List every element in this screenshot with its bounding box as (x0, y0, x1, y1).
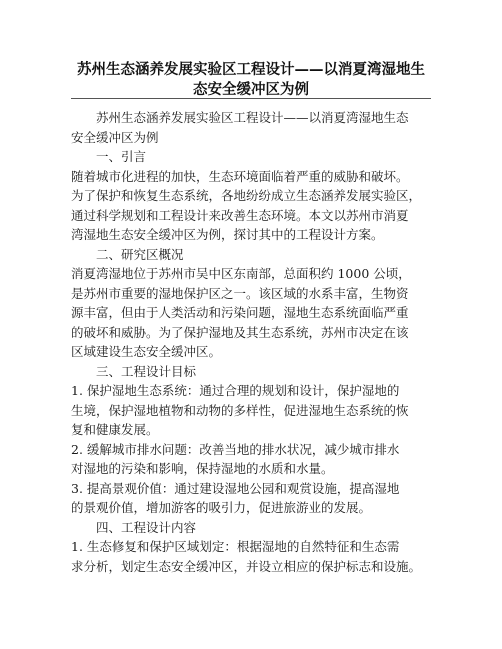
body-line: 1. 生态修复和保护区域划定：根据湿地的自然特征和生态需 (71, 539, 400, 554)
body-line: 三、工程设计目标 (96, 363, 197, 379)
body-line: 求分析，划定生态安全缓冲区，并设立相应的保护标志和设施。 (71, 558, 422, 574)
body-line: 四、工程设计内容 (96, 519, 197, 535)
body-line: 随着城市化进程的加快，生态环境面临着严重的威胁和破坏。 (71, 168, 409, 184)
body-line: 消夏湾湿地位于苏州市吴中区东南部，总面积约 1000 公顷， (71, 266, 411, 281)
body-line: 对湿地的污染和影响，保持湿地的水质和水量。 (71, 461, 334, 476)
body-line: 的景观价值，增加游客的吸引力，促进旅游业的发展。 (71, 500, 372, 515)
body-line: 一、引言 (96, 149, 147, 164)
document-title (40, 60, 462, 100)
document-body (71, 108, 431, 576)
body-line: 区域建设生态安全缓冲区。 (71, 344, 222, 359)
body-line: 安全缓冲区为例 (71, 129, 159, 145)
body-line: 1. 保护湿地生态系统：通过合理的规划和设计，保护湿地的 (71, 383, 400, 398)
title-line: 苏州生态涵养发展实验区工程设计——以消夏湾湿地生 (77, 62, 425, 78)
body-line: 二、研究区概况 (96, 246, 184, 262)
title-line: 态安全缓冲区为例 (193, 82, 309, 98)
body-line: 3. 提高景观价值：通过建设湿地公园和观赏设施，提高湿地 (71, 480, 400, 496)
body-line: 是苏州市重要的湿地保护区之一。该区域的水系丰富，生物资 (71, 285, 409, 301)
body-line: 源丰富，但由于人类活动和污染问题，湿地生态系统面临严重 (71, 305, 409, 320)
title-divider (71, 98, 431, 99)
body-line: 为了保护和恢复生态系统，各地纷纷成立生态涵养发展实验区， (71, 188, 422, 203)
body-line: 苏州生态涵养发展实验区工程设计——以消夏湾湿地生态 (96, 110, 409, 125)
body-line: 湾湿地生态安全缓冲区为例，探讨其中的工程设计方案。 (71, 227, 384, 242)
body-line: 的破坏和威胁。为了保护湿地及其生态系统，苏州市决定在该 (71, 324, 409, 340)
body-line: 生境，保护湿地植物和动物的多样性，促进湿地生态系统的恢 (71, 402, 409, 418)
body-line: 复和健康发展。 (71, 422, 159, 437)
body-line: 2. 缓解城市排水问题：改善当地的排水状况，减少城市排水 (71, 441, 400, 457)
body-line: 通过科学规划和工程设计来改善生态环境。本文以苏州市消夏 (71, 207, 409, 223)
